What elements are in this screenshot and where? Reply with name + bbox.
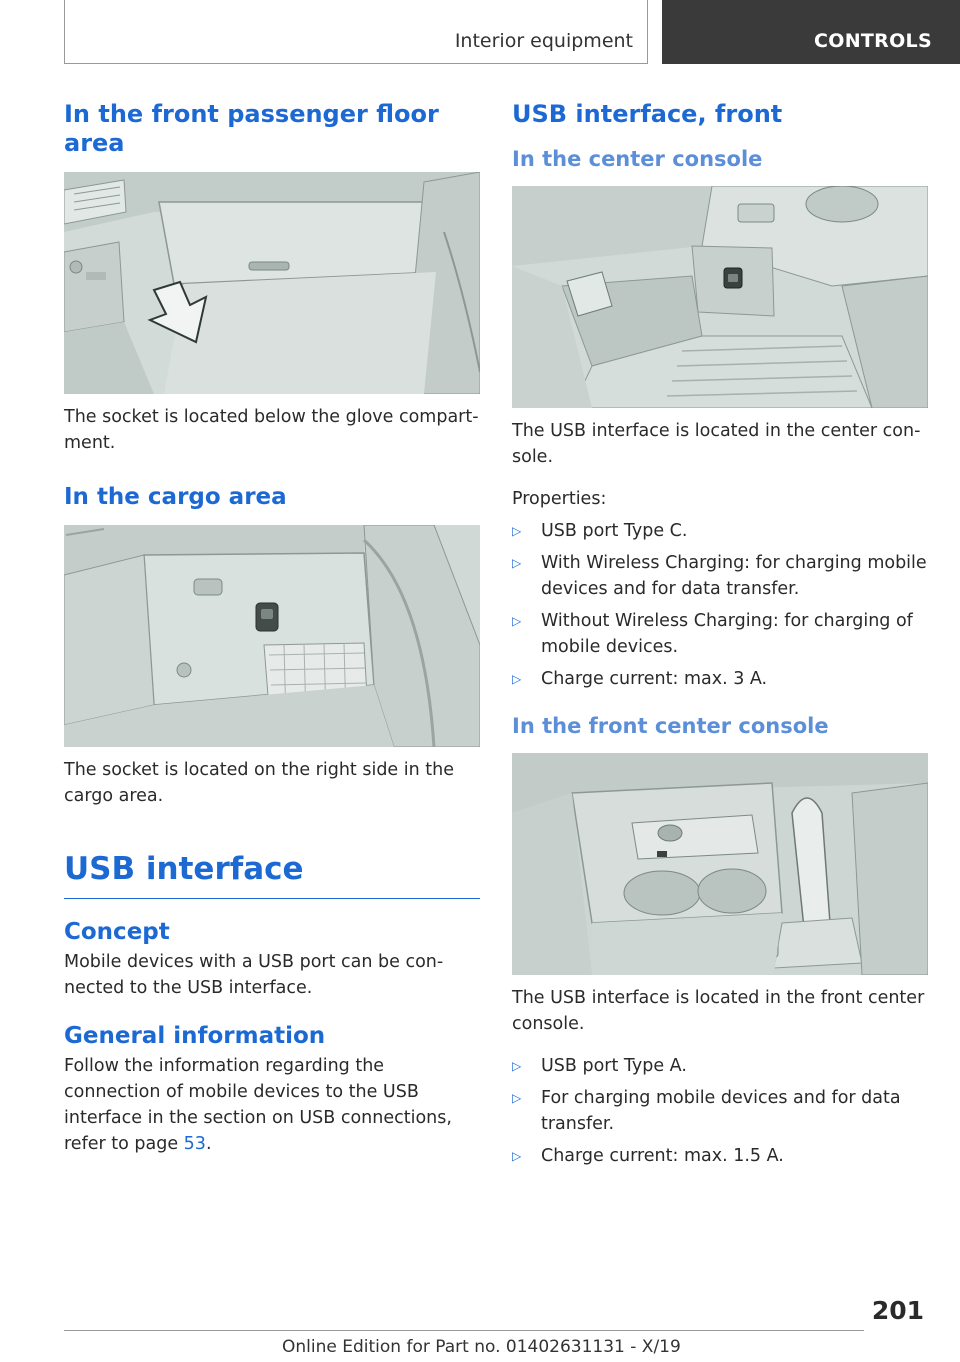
list-item-text: USB port Type C. [541, 520, 688, 541]
list-center-console-properties [512, 518, 928, 692]
footer-divider [64, 1330, 864, 1331]
list-item [512, 1053, 928, 1079]
list-item-text: Charge current: max. 3 A. [541, 668, 768, 689]
heading-front-passenger: In the front passenger floor area [64, 100, 439, 157]
text-general-information [64, 1053, 480, 1157]
footer-edition: Online Edition for Part no. 01402631131 - X/19 [282, 1337, 681, 1357]
header-section-title: Interior equipment [454, 30, 633, 52]
list-item [512, 1143, 928, 1169]
text-properties: Properties: [512, 488, 607, 509]
page-reference-link[interactable]: 53 [183, 1133, 206, 1154]
bullet-triangle-icon: ▷ [512, 523, 522, 538]
heading-cargo-area: In the cargo area [64, 483, 287, 510]
bullet-triangle-icon: ▷ [512, 555, 522, 570]
list-item-text: Without Wireless Charging: for charging of mobile devices. [541, 610, 913, 657]
list-item-text: For charging mobile devices and for data transfer. [541, 1088, 901, 1135]
bullet-triangle-icon: ▷ [512, 613, 522, 628]
bullet-triangle-icon: ▷ [512, 1091, 522, 1106]
text-cargo-area: The socket is located on the right side in the cargo area. [64, 760, 454, 807]
heading-center-console: In the center console [512, 146, 763, 171]
text-front-passenger: The socket is located below the glove compartment. [64, 406, 479, 453]
image-cargo-area [64, 525, 480, 747]
heading-general-information: General information [64, 1022, 326, 1049]
list-item [512, 1085, 928, 1137]
list-item [512, 518, 928, 544]
text-concept: Mobile devices with a USB port can be connected to the USB interface. [64, 951, 444, 998]
text-general-body: Follow the information regarding the connection of mobile devices to the USB interface in the section on USB connections, refer to page [64, 1055, 452, 1154]
list-item-text: With Wireless Charging: for charging mobile devices and for data transfer. [541, 552, 927, 599]
list-item-text: Charge current: max. 1.5 A. [541, 1146, 784, 1167]
bullet-triangle-icon: ▷ [512, 1149, 522, 1164]
header-section-box [64, 0, 648, 64]
heading-usb-front: USB interface, front [512, 100, 783, 128]
image-center-console [512, 186, 928, 408]
heading-front-center-console: In the front center console [512, 713, 829, 738]
header-chapter-box [662, 0, 960, 64]
bullet-triangle-icon: ▷ [512, 1059, 522, 1074]
header-chapter-title: CONTROLS [814, 30, 932, 52]
left-column [64, 100, 480, 1157]
list-item-text: USB port Type A. [541, 1056, 687, 1077]
list-item [512, 608, 928, 660]
list-front-center-console-properties [512, 1053, 928, 1169]
heading-usb-interface: USB interface [64, 851, 480, 899]
page-number: 201 [871, 1296, 924, 1325]
text-center-console: The USB interface is located in the center console. [512, 420, 921, 467]
bullet-triangle-icon: ▷ [512, 671, 522, 686]
text-front-center-console: The USB interface is located in the front center console. [512, 988, 925, 1035]
list-item [512, 666, 928, 692]
text-general-end: . [205, 1133, 212, 1154]
list-item [512, 550, 928, 602]
right-column [512, 100, 928, 1169]
heading-concept: Concept [64, 919, 170, 946]
image-front-passenger-floor [64, 172, 480, 394]
image-front-center-console [512, 753, 928, 975]
